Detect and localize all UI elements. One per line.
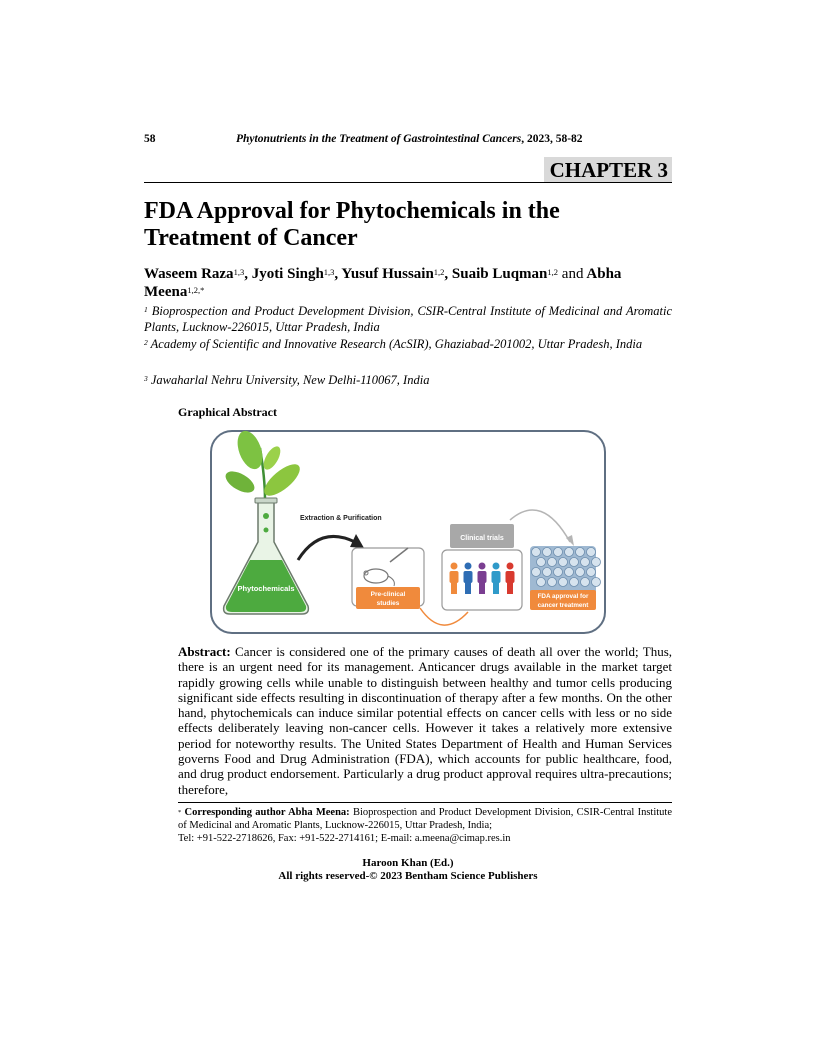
cell-icon <box>548 578 557 587</box>
graphical-abstract-figure <box>210 430 606 634</box>
extraction-label: Extraction & Purification <box>300 515 382 522</box>
editor-credit: Haroon Khan (Ed.) <box>362 857 454 869</box>
chapter-label: CHAPTER 3 <box>544 157 672 182</box>
header-rule <box>144 182 672 183</box>
author-name: Suaib Luqman <box>451 266 548 282</box>
fda-label-line1: FDA approval for <box>537 593 589 600</box>
footnote-label: Corresponding author Abha Meena: <box>184 807 350 818</box>
footnote-contact: Tel: +91-522-2718626, Fax: +91-522-2714161; E-mail: a.meena@cimap.res.in <box>178 833 511 844</box>
author-affiliation-marker: 1,2,* <box>187 285 205 295</box>
author-affiliation-marker: 1,3 <box>323 267 335 277</box>
cell-icon <box>576 548 585 557</box>
affiliation-text: Academy of Scientific and Innovative Research (AcSIR), Ghaziabad-201002, Uttar Pradesh, India <box>150 337 643 351</box>
affiliation-3 <box>144 372 672 388</box>
cell-icon <box>532 548 541 557</box>
clinical-trials-panel <box>442 524 522 610</box>
affiliation-text: Bioprospection and Product Development Division, CSIR-Central Institute of Medicinal and Aromatic Plants, Lucknow-226015, Uttar Pradesh, India <box>144 304 672 334</box>
copyright-notice: All rights reserved-© 2023 Bentham Science Publishers <box>278 870 538 882</box>
affiliation-number: 1 <box>144 305 148 314</box>
footnote-rule <box>178 802 672 803</box>
cell-icon <box>570 558 579 567</box>
cell-icon <box>543 548 552 557</box>
author-affiliation-marker: 1,2 <box>433 267 445 277</box>
author-separator: , <box>244 266 252 282</box>
cell-icon <box>587 568 596 577</box>
cell-icon <box>548 558 557 567</box>
cell-icon <box>587 548 596 557</box>
page-number: 58 <box>144 133 156 145</box>
journal-title <box>236 133 583 145</box>
cell-icon <box>543 568 552 577</box>
cell-icon <box>554 568 563 577</box>
affiliation-number: 2 <box>144 338 148 347</box>
author-4[interactable] <box>452 266 558 282</box>
cell-icon <box>581 558 590 567</box>
cell-icon <box>537 558 546 567</box>
author-list <box>144 265 672 301</box>
affiliation-1 <box>144 303 672 335</box>
author-affiliation-marker: 1,3 <box>233 267 245 277</box>
footnote-marker: * <box>178 809 182 816</box>
author-name: Abha Meena <box>144 266 622 300</box>
cell-icon <box>592 558 601 567</box>
graphical-abstract-label: Graphical Abstract <box>178 405 277 419</box>
author-3[interactable] <box>341 266 444 282</box>
affiliation-text: Jawaharlal Nehru University, New Delhi-110067, India <box>150 373 430 387</box>
and-word: and <box>561 266 584 282</box>
phytochemicals-label: Phytochemicals <box>237 584 295 593</box>
cell-icon <box>537 578 546 587</box>
preclinical-label-line1: Pre-clinical <box>370 591 406 598</box>
author-name: Yusuf Hussain <box>341 266 434 282</box>
journal-year: , 2023, 58-82 <box>521 133 583 145</box>
author-separator: , <box>334 266 342 282</box>
journal-title-text: Phytonutrients in the Treatment of Gastrointestinal Cancers <box>236 133 522 145</box>
cell-icon <box>559 578 568 587</box>
preclinical-studies-panel <box>352 548 424 609</box>
clinical-trials-label: Clinical trials <box>460 535 504 542</box>
cell-icon <box>565 548 574 557</box>
abstract-text: Cancer is considered one of the primary causes of death all over the world; Thus, there is an urgent need for its management. Anticancer drugs available in the market target rapidly growing cells while unable to distinguish between healthy and tumor cells producing significant side effects resulting in discontinuation of therapy after a few months. On the other hand, phytochemicals can induce similar potential effects on cancer cells with less or no side effects deliberately leaving non-cancer cells. However it takes a relatively more extensive period for noteworthy results. The United States Department of Health and Human Services governs Food and Drug Administration (FDA), which accounts for public healthcare, food, and drug product endorsement. Particularly a drug product approval requires ultra-precautions; therefore, <box>178 644 672 797</box>
author-separator: , <box>444 266 452 282</box>
plant-icon <box>222 430 304 501</box>
affiliation-number: 3 <box>144 374 148 383</box>
cell-icon <box>576 568 585 577</box>
cell-icon <box>570 578 579 587</box>
footnote <box>178 806 672 845</box>
author-affiliation-marker: 1,2 <box>547 267 559 277</box>
cell-icon <box>532 568 541 577</box>
footnote-text: Bioprospection and Product Development Division, CSIR-Central Institute of Medicinal and Aromatic Plants, Lucknow-226015, Uttar Pradesh, India; <box>178 807 672 831</box>
cell-icon <box>592 578 601 587</box>
cell-icon <box>565 568 574 577</box>
fda-approval-panel <box>530 546 601 610</box>
author-2[interactable] <box>252 266 335 282</box>
cell-icon <box>581 578 590 587</box>
cell-icon <box>559 558 568 567</box>
abstract <box>178 644 672 797</box>
author-name: Waseem Raza <box>144 266 234 282</box>
fda-label-line2: cancer treatment <box>537 602 589 609</box>
abstract-label: Abstract: <box>178 644 231 659</box>
flask-icon <box>224 498 309 614</box>
article-title: FDA Approval for Phytochemicals in the Treatment of Cancer <box>144 198 560 251</box>
preclinical-label-line2: studies <box>376 600 400 607</box>
clinical-to-fda-arrow <box>510 510 570 542</box>
author-name: Jyoti Singh <box>251 266 324 282</box>
cell-icon <box>554 548 563 557</box>
author-1[interactable] <box>144 266 244 282</box>
affiliation-2 <box>144 336 672 352</box>
